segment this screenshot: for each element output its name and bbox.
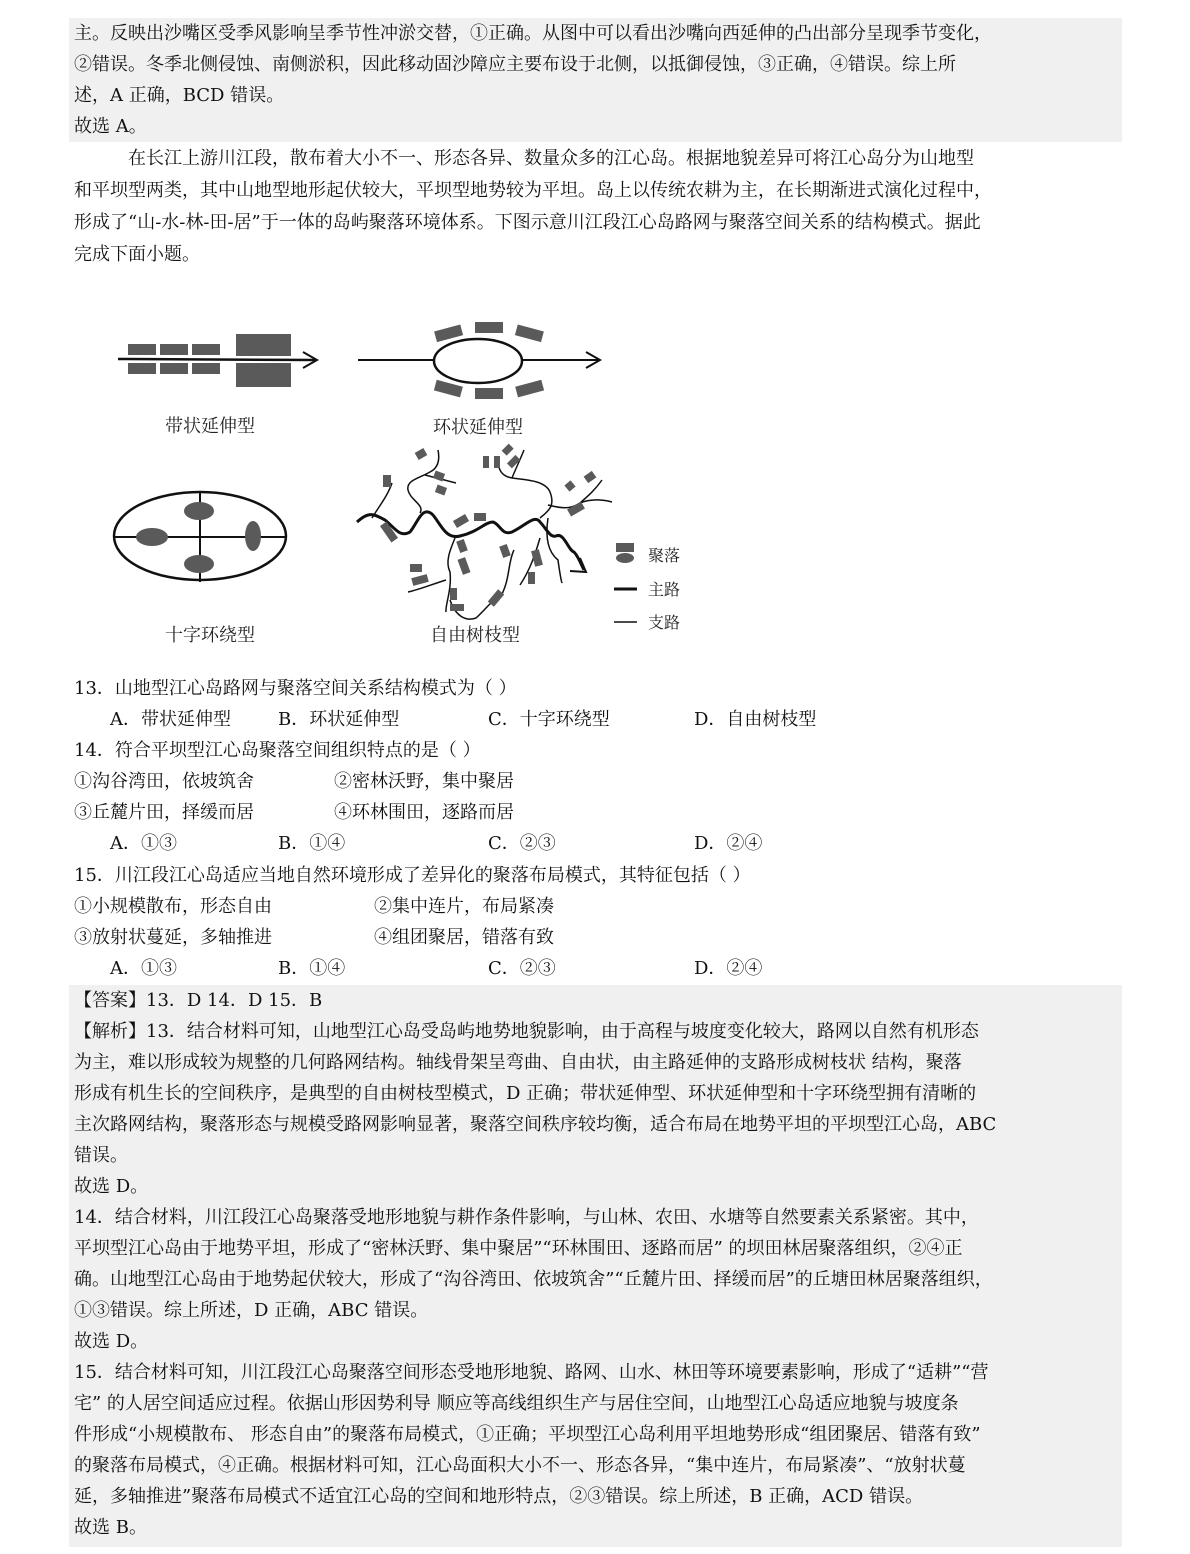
caption-ring-extension: 环状延伸型 <box>433 417 523 438</box>
analysis-line: 平坝型江心岛由于地势平坦，形成了“密林沃野、集中聚居”“环林围田、逐路而居” 的坝田林居聚落组织，②④正 <box>74 1238 963 1259</box>
q15-statement-3: ③放射状蔓延，多轴推进 <box>74 927 272 948</box>
analysis-line: ①③错误。综上所述，D 正确，ABC 错误。 <box>74 1300 429 1321</box>
legend-label-branch-road: 支路 <box>648 613 681 632</box>
prev-analysis-line: 主。反映出沙嘴区受季风影响呈季节性冲淤交替，①正确。从图中可以看出沙嘴向西延伸的凸出部分呈现季节变化， <box>74 23 992 44</box>
q15-statement-4: ④组团聚居，错落有致 <box>374 927 554 948</box>
analysis-line: 件形成“小规模散布、 形态自由”的聚落布局模式，①正确；平坝型江心岛利用平坦地势形成“组团聚居、错落有致” <box>74 1424 981 1445</box>
analysis-line: 【解析】13．结合材料可知，山地型江心岛受岛屿地势地貌影响，由于高程与坡度变化较大，路网以自然有机形态 <box>74 1021 979 1042</box>
passage-line: 在长江上游川江段，散布着大小不一、形态各异、数量众多的江心岛。根据地貌差异可将江心岛分为山地型 <box>128 148 974 169</box>
prev-analysis-line: 述，A 正确，BCD 错误。 <box>74 85 285 106</box>
q13-option-c: C．十字环绕型 <box>488 709 610 730</box>
analysis-line: 故选 D。 <box>74 1176 149 1197</box>
q14-statement-3: ③丘麓片田，择缓而居 <box>74 802 254 823</box>
ring-extension-diagram <box>358 322 600 399</box>
question-13-stem: 13．山地型江心岛路网与聚落空间关系结构模式为（ ） <box>74 678 517 699</box>
analysis-line: 确。山地型江心岛由于地势起伏较大，形成了“沟谷湾田、依坡筑舍”“丘麓片田、择缓而居”的丘塘田林居聚落组织， <box>74 1269 993 1290</box>
prev-analysis-line: ②错误。冬季北侧侵蚀、南侧淤积，因此移动固沙障应主要布设于北侧，以抵御侵蚀，③正确，④错误。综上所 <box>74 54 956 75</box>
q14-option-c: C．②③ <box>488 833 556 854</box>
q14-statement-4: ④环林围田，逐路而居 <box>334 802 514 823</box>
analysis-line: 形成有机生长的空间秩序，是典型的自由树枝型模式，D 正确；带状延伸型、环状延伸型和十字环绕型拥有清晰的 <box>74 1083 977 1104</box>
q15-option-a: A．①③ <box>110 958 177 979</box>
question-14-stem: 14．符合平坝型江心岛聚落空间组织特点的是（ ） <box>74 740 481 761</box>
analysis-line: 15．结合材料可知，川江段江心岛聚落空间形态受地形地貌、路网、山水、林田等环境要素影响，形成了“适耕”“营 <box>74 1362 989 1383</box>
q13-option-b: B．环状延伸型 <box>278 709 400 730</box>
q13-option-a: A．带状延伸型 <box>110 709 231 730</box>
passage-line: 形成了“山-水-林-田-居”于一体的岛屿聚落环境体系。下图示意川江段江心岛路网与聚落空间关系的结构模式。据此 <box>74 212 981 233</box>
q15-option-b: B．①④ <box>278 958 346 979</box>
q15-option-c: C．②③ <box>488 958 556 979</box>
passage-line: 和平坝型两类，其中山地型地形起伏较大，平坝型地势较为平坦。岛上以传统农耕为主，在长期渐进式演化过程中， <box>74 180 992 201</box>
analysis-line: 宅” 的人居空间适应过程。依据山形因势利导 顺应等高线组织生产与居住空间，山地型江心岛适应地貌与坡度条 <box>74 1393 959 1414</box>
q15-option-d: D．②④ <box>694 958 763 979</box>
analysis-line: 为主，难以形成较为规整的几何路网结构。轴线骨架呈弯曲、自由状，由主路延伸的支路形成树枝状 结构，聚落 <box>74 1052 962 1073</box>
analysis-line: 故选 B。 <box>74 1517 147 1538</box>
legend-label-main-road: 主路 <box>648 580 681 599</box>
caption-free-branch: 自由树枝型 <box>430 625 520 646</box>
legend-label-settlement: 聚落 <box>648 546 681 565</box>
q14-option-a: A．①③ <box>110 833 177 854</box>
passage-line: 完成下面小题。 <box>74 244 200 265</box>
analysis-line: 错误。 <box>74 1145 128 1166</box>
q13-option-d: D．自由树枝型 <box>694 709 817 730</box>
analysis-line: 主次路网结构，聚落形态与规模受路网影响显著，聚落空间秩序较均衡，适合布局在地势平坦的平坝型江心岛，ABC <box>74 1114 997 1135</box>
q14-option-b: B．①④ <box>278 833 346 854</box>
q14-option-d: D．②④ <box>694 833 763 854</box>
legend-settlement-rect <box>616 543 634 552</box>
q14-statement-2: ②密林沃野，集中聚居 <box>334 771 514 792</box>
answer-line: 【答案】13．D 14．D 15．B <box>74 990 323 1011</box>
question-15-stem: 15．川江段江心岛适应当地自然环境形成了差异化的聚落布局模式，其特征包括（ ） <box>74 865 751 886</box>
analysis-line: 的聚落布局模式，④正确。根据材料可知，江心岛面积大小不一、形态各异，“集中连片，布局紧凑”、“放射状蔓 <box>74 1455 966 1476</box>
q15-statement-1: ①小规模散布，形态自由 <box>74 896 272 917</box>
analysis-line: 14．结合材料，川江段江心岛聚落受地形地貌与耕作条件影响，与山林、农田、水塘等自然要素关系紧密。其中， <box>74 1207 979 1228</box>
analysis-line: 故选 D。 <box>74 1331 149 1352</box>
caption-cross-surround: 十字环绕型 <box>165 625 255 646</box>
analysis-line: 延，多轴推进”聚落布局模式不适宜江心岛的空间和地形特点，②③错误。综上所述，B 正确，ACD 错误。 <box>74 1486 924 1507</box>
banded-extension-diagram <box>118 334 317 387</box>
legend-symbols <box>614 543 637 622</box>
q15-statement-2: ②集中连片，布局紧凑 <box>374 896 554 917</box>
caption-banded-extension: 带状延伸型 <box>165 416 255 437</box>
road-settlement-figure <box>100 300 720 650</box>
cross-surround-diagram <box>114 492 286 582</box>
q14-statement-1: ①沟谷湾田，依坡筑舍 <box>74 771 254 792</box>
figure-diagram <box>100 300 720 650</box>
prev-analysis-line: 故选 A。 <box>74 116 147 137</box>
legend-settlement-ellipse <box>616 553 634 563</box>
